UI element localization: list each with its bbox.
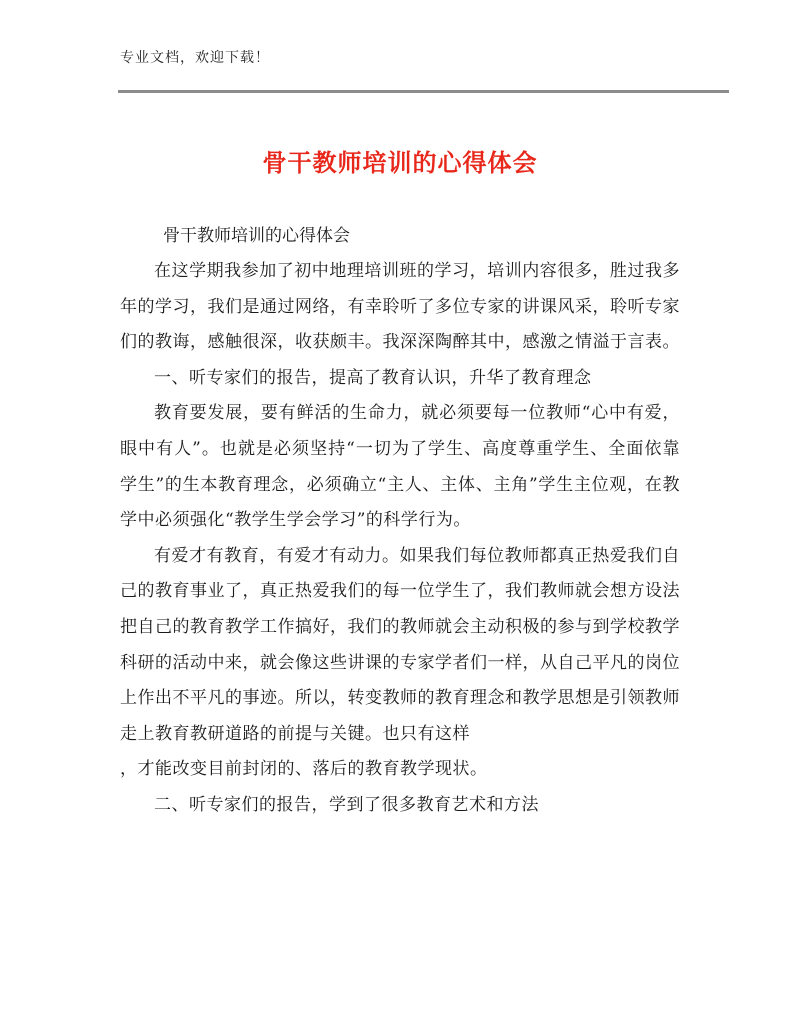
paragraph: ，才能改变目前封闭的、落后的教育教学现状。 bbox=[120, 759, 488, 780]
document-title: 骨干教师培训的心得体会 bbox=[262, 149, 538, 177]
document-subtitle: 骨干教师培训的心得体会 bbox=[163, 226, 350, 246]
paragraph: 教育要发展，要有鲜活的生命力，就必须要每一位教师“心中有爱，眼中有人”。也就是必须坚持“一切为了学生、高度尊重学生、全面依靠学生”的生本教育理念，必须确立“主人、主体、主角”学生主位观，在教学中必须强化“教学生学会学习”的科学行为。 bbox=[120, 403, 680, 531]
document-body bbox=[120, 254, 680, 824]
paragraph: 在这学期我参加了初中地理培训班的学习，培训内容很多，胜过我多年的学习，我们是通过网络，有幸聆听了多位专家的讲课风采，聆听专家们的教诲，感触很深，收获颇丰。我深深陶醉其中，感激之情溢于言表。 bbox=[120, 261, 680, 353]
page-header: 专业文档，欢迎下载！ bbox=[120, 50, 270, 66]
paragraph: 有爱才有教育，有爱才有动力。如果我们每位教师都真正热爱我们自己的教育事业了，真正热爱我们的每一位学生了，我们教师就会想方设法把自己的教育教学工作搞好，我们的教师就会主动积极的参与到学校教学科研的活动中来，就会像这些讲课的专家学者们一样，从自己平凡的岗位上作出不平凡的事迹。所以，转变教师的教育理念和教学思想是引领教师走上教育教研道路的前提与关键。也只有这样 bbox=[120, 545, 680, 744]
section-heading: 二、听专家们的报告，学到了很多教育艺术和方法 bbox=[154, 794, 539, 815]
section-heading: 一、听专家们的报告，提高了教育认识，升华了教育理念 bbox=[154, 367, 592, 388]
header-divider bbox=[118, 90, 729, 93]
